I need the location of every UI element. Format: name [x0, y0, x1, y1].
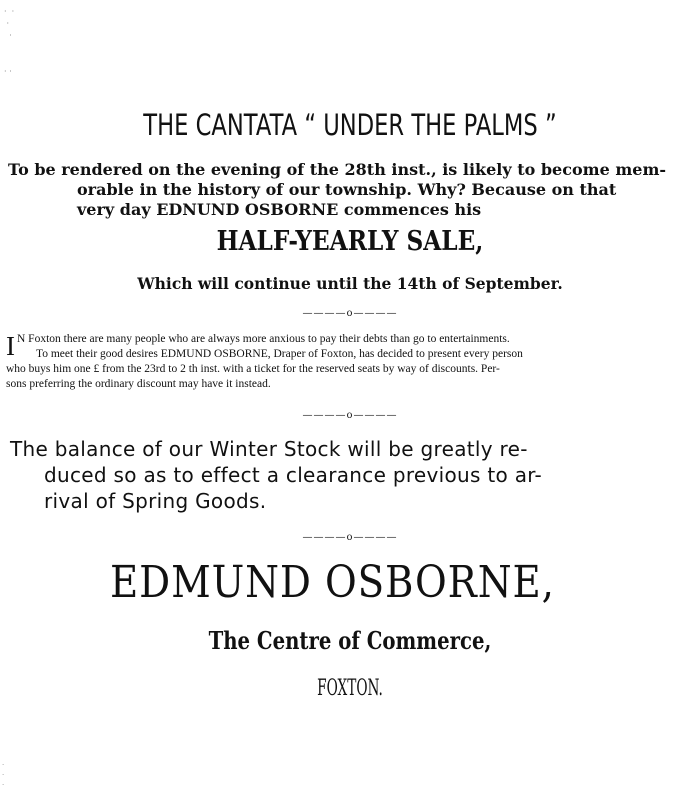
notice-paragraph	[6, 332, 696, 392]
notice-line: who buys him one £ from the 23rd to 2 th inst. with a ticket for the reserved seats by way of discounts. Per-	[6, 363, 500, 375]
cantata-title: THE CANTATA “ UNDER THE PALMS ”	[143, 108, 557, 142]
balance-line: duced so as to effect a clearance previous to ar-	[44, 463, 543, 487]
section-divider: ————o————	[302, 410, 398, 421]
sale-heading: HALF-YEARLY SALE,	[216, 226, 484, 257]
scan-specks: · · · · · ·	[4, 7, 15, 76]
balance-line: The balance of our Winter Stock will be greatly re-	[10, 437, 528, 461]
merchant-town: FOXTON.	[317, 676, 383, 701]
sale-duration: Which will continue until the 14th of September.	[137, 274, 563, 293]
drop-cap: I	[6, 331, 15, 361]
lead-line: orable in the history of our township. Why? Because on that	[77, 180, 617, 199]
merchant-name: EDMUND OSBORNE,	[110, 557, 555, 608]
balance-paragraph	[10, 436, 696, 514]
section-divider: ————o————	[302, 532, 398, 543]
lead-line: very day EDNUND OSBORNE commences his	[77, 200, 482, 219]
notice-line: N Foxton there are many people who are always more anxious to pay their debts than go to entertainments.	[17, 333, 510, 345]
notice-line: sons preferring the ordinary discount may have it instead.	[6, 378, 271, 390]
notice-line: To meet their good desires EDMUND OSBORNE, Draper of Foxton, has decided to present every person	[36, 348, 523, 360]
lead-line: To be rendered on the evening of the 28th inst., is likely to become mem-	[8, 160, 667, 179]
merchant-tagline: The Centre of Commerce,	[208, 626, 492, 655]
lead-paragraph	[8, 160, 696, 220]
scan-margin-marks: · · ·	[2, 761, 5, 789]
section-divider: ————o————	[302, 308, 398, 319]
balance-line: rival of Spring Goods.	[44, 489, 267, 513]
